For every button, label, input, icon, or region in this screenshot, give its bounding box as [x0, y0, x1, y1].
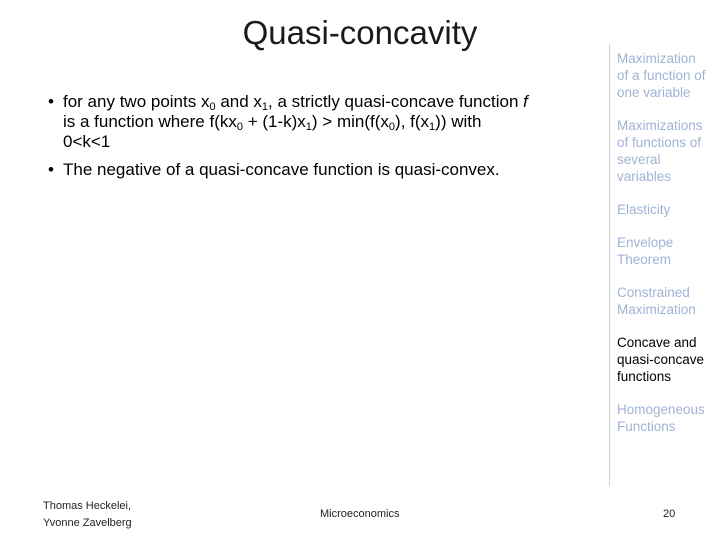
page-number: 20 — [663, 508, 676, 520]
sidebar-item-elasticity[interactable] — [617, 201, 717, 218]
footer-authors — [43, 498, 132, 532]
bullet-text: ) > min(f(x — [311, 112, 389, 131]
author-line: Yvonne Zavelberg — [43, 517, 132, 529]
nav-label-line: Maximization — [617, 51, 696, 66]
nav-label-line: Envelope — [617, 235, 674, 250]
nav-label-line: Concave and — [617, 335, 697, 350]
subscript: 1 — [305, 121, 312, 133]
bullet-text: The negative of a quasi-concave function is quasi-convex. — [63, 160, 500, 179]
sidebar-item-envelope-theorem[interactable] — [617, 234, 717, 268]
subscript: 1 — [429, 121, 436, 133]
nav-label-line: quasi-concave — [617, 352, 705, 367]
nav-label-line: one variable — [617, 85, 691, 100]
nav-label-line: Elasticity — [617, 202, 671, 217]
nav-label-line: of functions of — [617, 135, 702, 150]
nav-label-line: variables — [617, 169, 672, 184]
sidebar-item-constrained-maximization[interactable] — [617, 284, 717, 318]
nav-label-line: Constrained — [617, 285, 690, 300]
bullet-text: is a function where f(kx — [63, 112, 237, 131]
subscript: 1 — [261, 101, 269, 113]
subscript: 0 — [388, 121, 396, 133]
sidebar-item-maximizations-several-variables[interactable] — [617, 117, 717, 185]
nav-label-line: Homogeneous — [617, 402, 705, 417]
subscript: 0 — [236, 121, 243, 133]
nav-label-line: of a function of — [617, 68, 706, 83]
author-line: Thomas Heckelei, — [43, 500, 132, 512]
bullet-text: + (1-k)x — [242, 112, 306, 131]
sidebar-item-homogeneous-functions[interactable] — [617, 401, 717, 435]
bullet-quasi-concave-definition — [48, 92, 568, 152]
bullet-text: 0<k<1 — [63, 132, 111, 151]
nav-label-line: Maximizations — [617, 118, 703, 133]
footer-course: Microeconomics — [320, 508, 400, 520]
bullet-text: and x — [215, 92, 262, 111]
bullet-text: ), f(x — [395, 112, 430, 131]
subscript: 0 — [209, 101, 216, 113]
nav-label-line: functions — [617, 369, 672, 384]
nav-label-line: Maximization — [617, 302, 696, 317]
nav-label-line: Functions — [617, 419, 676, 434]
italic-f: f — [523, 92, 528, 111]
bullet-marker: • — [48, 92, 54, 111]
bullet-text: for any two points x — [63, 92, 210, 111]
bullet-marker: • — [48, 160, 54, 179]
sidebar-divider — [609, 44, 610, 486]
nav-label-line: several — [617, 152, 661, 167]
sidebar-item-maximization-one-variable[interactable] — [617, 50, 717, 101]
bullet-text: )) with — [435, 112, 482, 131]
sidebar-nav — [617, 50, 717, 451]
slide-content — [48, 92, 568, 188]
nav-label-line: Theorem — [617, 252, 672, 267]
sidebar-item-concave-quasi-concave[interactable] — [617, 334, 717, 385]
bullet-text: , a strictly quasi-concave function — [268, 92, 524, 111]
bullet-negative-quasi-convex — [48, 160, 568, 180]
slide-title: Quasi-concavity — [242, 14, 478, 51]
